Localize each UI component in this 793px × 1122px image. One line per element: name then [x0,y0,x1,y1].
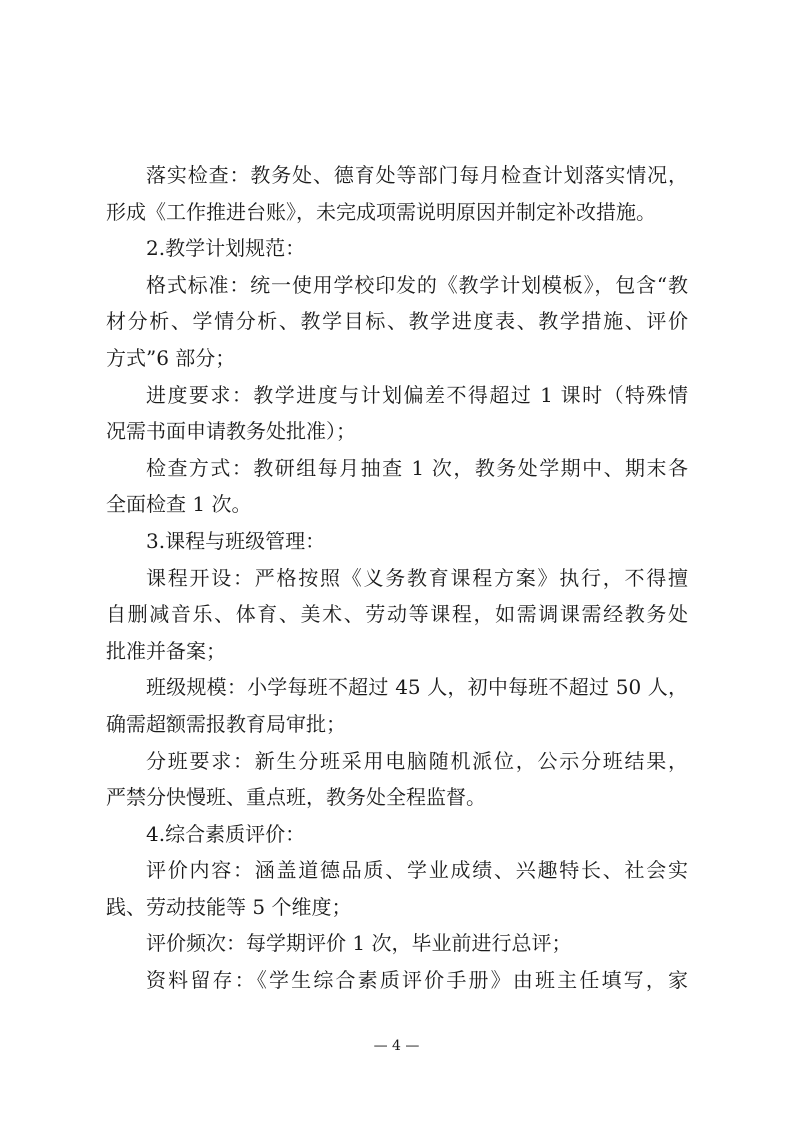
text-line: 批准并备案； [106,638,226,663]
text-line: 格式标准：统一使用学校印发的《教学计划模板》，包含“教 [146,272,688,297]
page-number: — 4 — [373,1038,420,1054]
text-line: 况需书面申请教务处批准）； [106,419,356,444]
text-line: 全面检查 1 次。 [106,492,252,517]
text-line: 资料留存：《学生综合素质评价手册》由班主任填写，家 [146,968,688,993]
text-line: 进度要求：教学进度与计划偏差不得超过 1 课时（特殊情 [146,382,688,407]
text-line: 评价内容：涵盖道德品质、学业成绩、兴趣特长、社会实 [146,858,688,883]
text-line: 材分析、学情分析、教学目标、教学进度表、教学措施、评价 [106,309,688,334]
text-line: 确需超额需报教育局审批； [106,711,346,736]
text-line: 形成《工作推进台账》，未完成项需说明原因并制定补改措施。 [106,199,656,224]
text-line: 4.综合素质评价： [146,821,306,846]
text-line: 践、劳动技能等 5 个维度； [106,894,352,919]
text-line: 班级规模：小学每班不超过 45 人，初中每班不超过 50 人， [146,675,688,700]
text-line: 2.教学计划规范： [146,236,306,261]
text-line: 课程开设：严格按照《义务教育课程方案》执行，不得擅 [146,565,688,590]
document-body [106,157,688,999]
text-line: 评价频次：每学期评价 1 次，毕业前进行总评； [146,931,572,956]
text-line: 方式”6 部分； [106,345,236,370]
text-line: 严禁分快慢班、重点班，教务处全程监督。 [106,785,486,810]
text-line: 检查方式：教研组每月抽查 1 次，教务处学期中、期末各 [146,455,688,480]
text-line: 落实检查：教务处、德育处等部门每月检查计划落实情况， [146,163,688,187]
text-line: 3.课程与班级管理： [146,528,326,553]
text-line: 自删减音乐、体育、美术、劳动等课程，如需调课需经教务处 [106,602,688,627]
text-line: 分班要求：新生分班采用电脑随机派位，公示分班结果， [146,748,688,773]
